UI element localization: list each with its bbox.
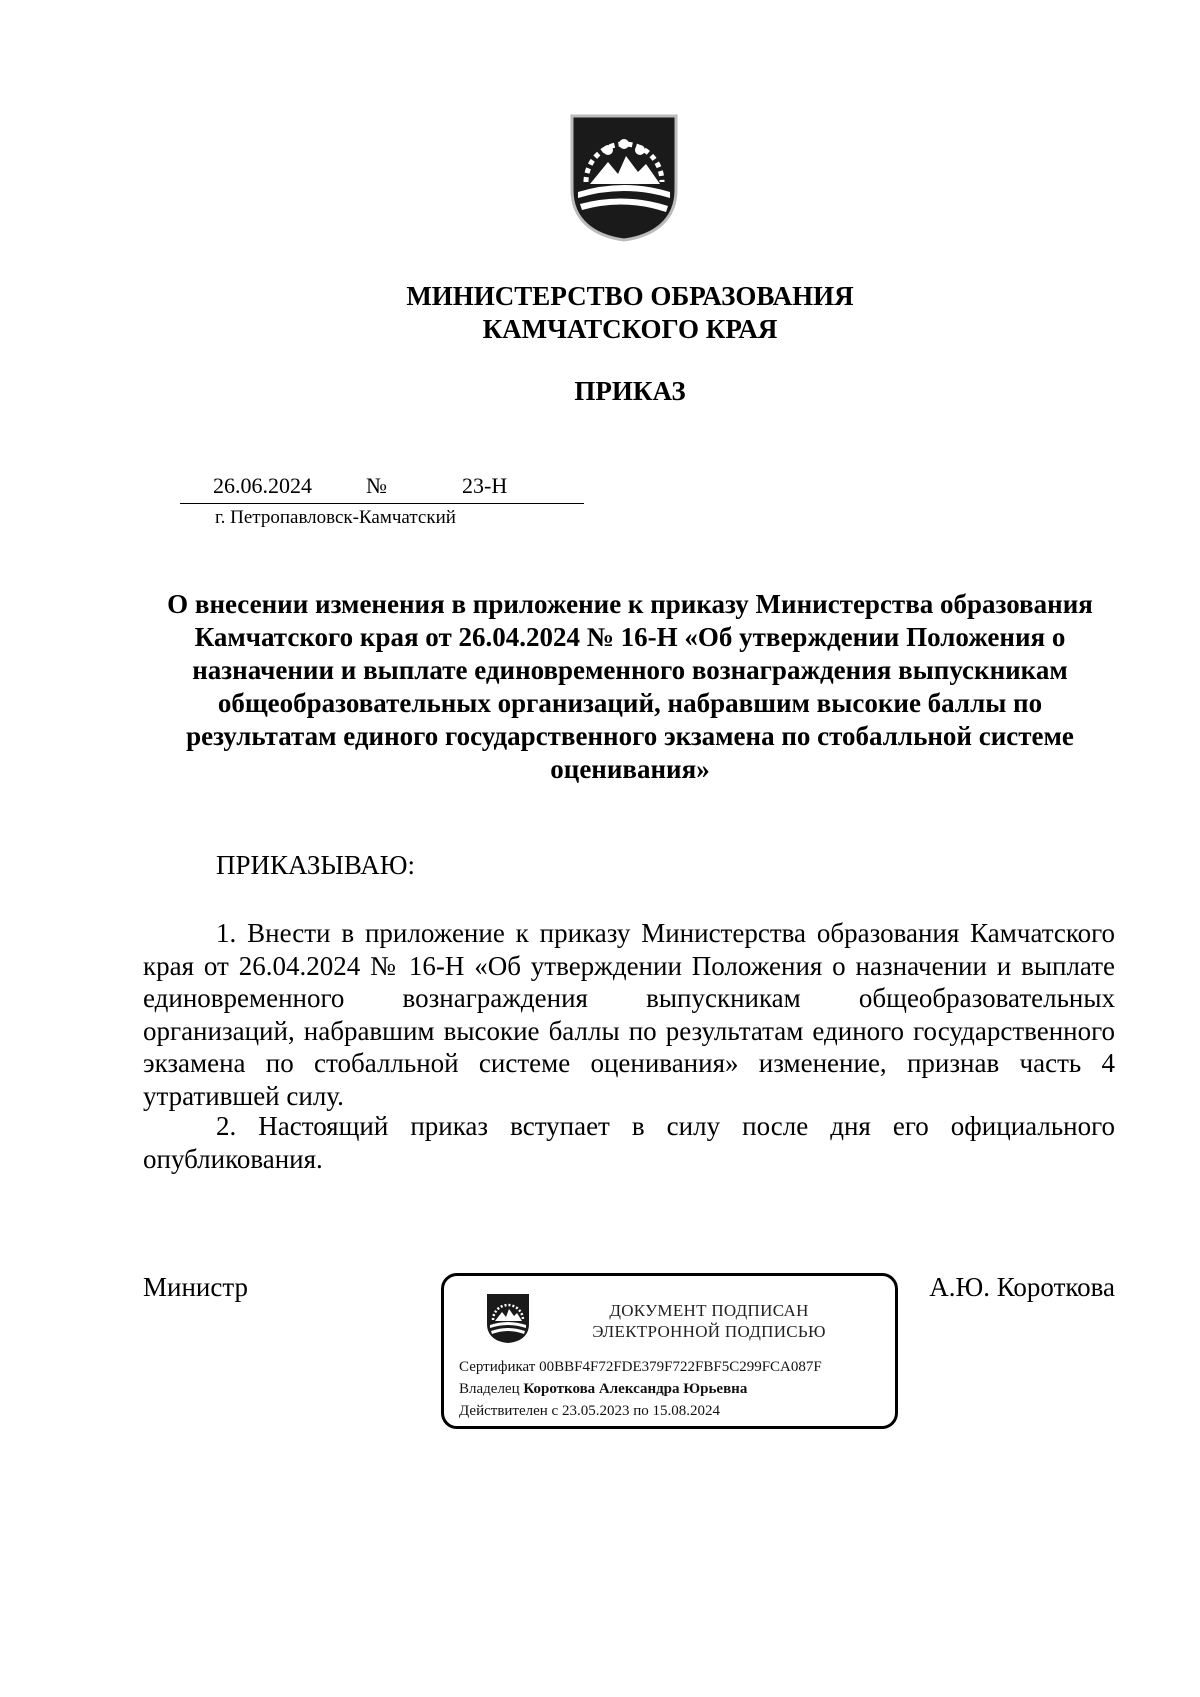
ministry-line-1: МИНИСТЕРСТВО ОБРАЗОВАНИЯ [406,281,854,311]
certificate-value: 00BBF4F72FDE379F722FBF5C299FCA087F [539,1359,822,1375]
title-line: общеобразовательных организаций, набравшим высокие баллы по [217,688,1043,718]
validity-label: Действителен с [459,1403,559,1419]
paragraph-1 [143,917,1115,1112]
paragraph-2 [143,1110,1115,1175]
order-number: 23-Н [462,473,508,498]
order-date: 26.06.2024 [213,473,312,498]
paragraph-1-text: 1. Внести в приложение к приказу Министерства образования Камчатского края от 26.04.2024 № 16-Н «Об утверждении Положения о назначении и выплате единовременного вознаграждения выпускникам общеобразовательных организаций, набравшим высокие баллы по результатам единого государственного экзамена по стобалльной системе оценивания» изменение, признав часть 4 утратившей силу. [143,918,1115,1111]
title-line: оценивания» [550,754,710,784]
date-number-row [180,473,584,504]
ministry-line-2: КАМЧАТСКОГО КРАЯ [482,314,778,344]
coat-of-arms-icon [568,112,680,242]
city: г. Петропавловск-Камчатский [215,507,456,528]
valid-to-label: по [633,1403,649,1419]
ministry-name [0,280,1200,346]
signer-name: А.Ю. Короткова [929,1272,1115,1302]
number-sign: № [366,473,387,498]
owner-label: Владелец [459,1381,520,1397]
stamp-certificate [459,1357,822,1377]
stamp-heading-line-1: ДОКУМЕНТ ПОДПИСАН [609,1301,809,1320]
title-line: О внесении изменения в приложение к приказу Министерства образования [167,589,1093,619]
title-line: назначении и выплате единовременного вознаграждения выпускникам [192,655,1068,685]
stamp-owner [459,1379,747,1399]
valid-from: 23.05.2023 [561,1403,630,1419]
stamp-heading-line-2: ЭЛЕКТРОННОЙ ПОДПИСЬЮ [592,1322,826,1341]
title-line: Камчатского края от 26.04.2024 № 16-Н «Об утверждении Положения о [194,622,1066,652]
certificate-label: Сертификат [459,1359,536,1375]
document-type: ПРИКАЗ [574,376,686,406]
document-title [130,588,1130,786]
title-line: результатам единого государственного экзамена по стобалльной системе [186,721,1074,751]
signer-position: Министр [143,1272,248,1302]
electronic-signature-stamp [441,1273,898,1429]
owner-value: Короткова Александра Юрьевна [523,1381,748,1397]
paragraph-2-text: 2. Настоящий приказ вступает в силу после дня его официального опубликования. [143,1111,1115,1174]
decree-word: ПРИКАЗЫВАЮ: [216,850,415,880]
valid-to: 15.08.2024 [652,1403,720,1419]
stamp-validity [459,1401,720,1421]
